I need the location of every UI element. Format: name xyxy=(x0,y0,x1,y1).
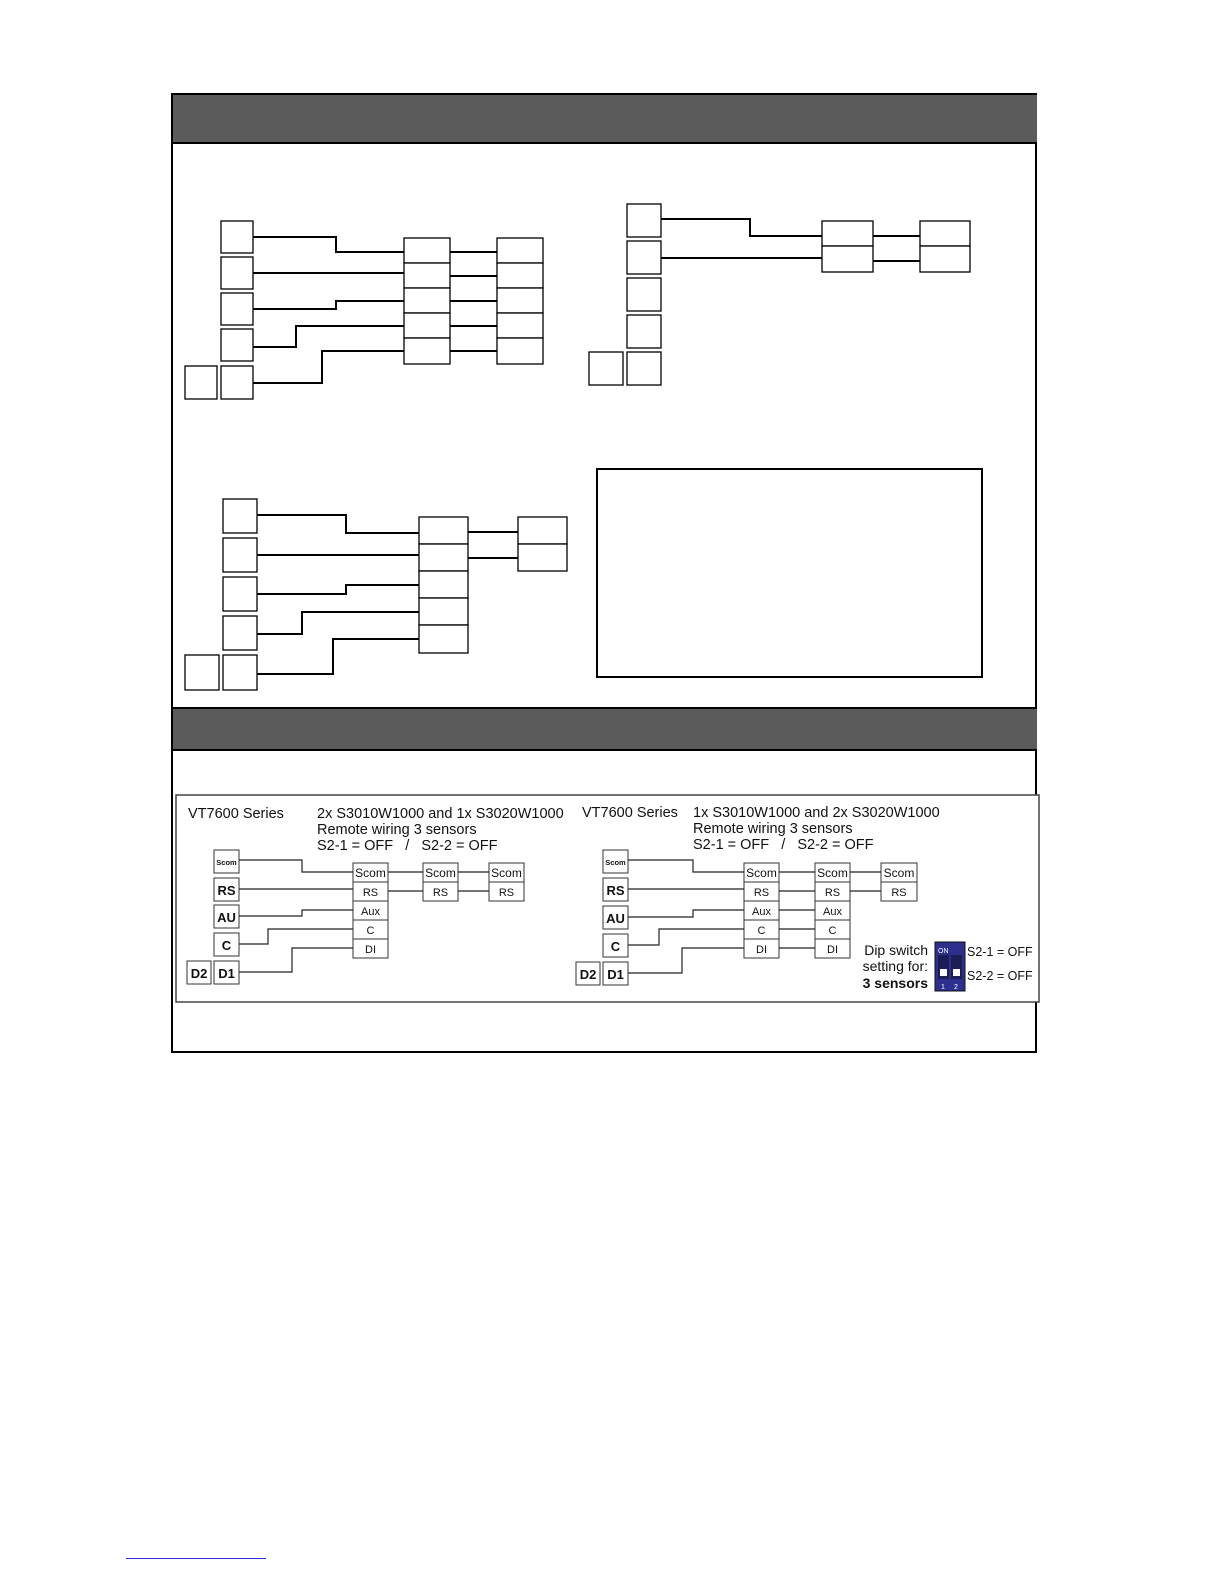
terminal-box xyxy=(627,315,661,348)
terminal-box xyxy=(627,278,661,311)
diagram-title-line3: S2-1 = OFF / S2-2 = OFF xyxy=(317,838,498,854)
sensor-terminal-label: Aux xyxy=(823,906,842,918)
diagram-title-line2: Remote wiring 3 sensors xyxy=(317,822,477,838)
sensor-terminal-label: RS xyxy=(498,887,515,899)
dip-caption-line3: 3 sensors xyxy=(862,975,928,991)
dip-setting-1: S2-1 = OFF xyxy=(967,945,1033,959)
diagram-title-line1: 1x S3010W1000 and 2x S3020W1000 xyxy=(693,805,940,821)
terminal-box xyxy=(185,655,219,690)
sensor-terminal-label: RS xyxy=(753,887,770,899)
sensor-terminal-label: RS xyxy=(362,887,379,899)
diagram-upper-left xyxy=(185,221,543,399)
terminal-label: RS xyxy=(606,883,625,898)
terminal-label: D2 xyxy=(190,966,208,981)
dip-switch-number: 2 xyxy=(954,984,958,991)
terminal-box xyxy=(185,366,217,399)
series-label: VT7600 Series xyxy=(582,805,678,821)
terminal-box xyxy=(223,499,257,533)
terminal-label: AU xyxy=(217,910,236,925)
sensor-block xyxy=(419,517,468,653)
sensor-block xyxy=(497,238,543,364)
terminal-label: Scom xyxy=(605,858,626,867)
terminal-label: AU xyxy=(606,911,625,926)
sensor-terminal-label: Scom xyxy=(355,866,386,880)
terminal-label: D1 xyxy=(607,967,624,982)
sensor-terminal-label: Scom xyxy=(425,866,456,880)
terminal-label: C xyxy=(610,939,621,954)
terminal-box xyxy=(223,538,257,572)
dip-switch-number: 1 xyxy=(941,984,945,991)
terminal-box xyxy=(223,655,257,690)
sensor-terminal-label: DI xyxy=(827,944,838,956)
terminal-box xyxy=(223,616,257,650)
sensor-block xyxy=(920,221,970,272)
sensor-terminal-label: RS xyxy=(432,887,449,899)
sensor-block xyxy=(518,517,567,571)
terminal-label: Scom xyxy=(216,858,237,867)
sensor-block xyxy=(404,238,450,364)
dip-on-label: ON xyxy=(938,948,949,955)
terminal-box xyxy=(221,221,253,253)
diagram-upper-right xyxy=(589,204,970,385)
terminal-box xyxy=(221,329,253,361)
sensor-terminal-label: C xyxy=(757,925,766,937)
terminal-box xyxy=(589,352,623,385)
diagram-title-line2: Remote wiring 3 sensors xyxy=(693,821,853,837)
dip-caption-line1: Dip switch xyxy=(864,942,928,958)
diagram-title-line1: 2x S3010W1000 and 1x S3020W1000 xyxy=(317,806,564,822)
terminal-label: D1 xyxy=(218,966,235,981)
terminal-box xyxy=(221,293,253,325)
sensor-block xyxy=(822,221,873,272)
sensor-terminal-label: RS xyxy=(891,887,907,899)
dip-setting-2: S2-2 = OFF xyxy=(967,969,1033,983)
sensor-terminal-label: Aux xyxy=(361,906,380,918)
sensor-terminal-label: Scom xyxy=(746,866,777,880)
sensor-terminal-label: DI xyxy=(756,944,767,956)
terminal-box xyxy=(223,577,257,611)
sensor-terminal-label: Scom xyxy=(491,866,522,880)
sensor-terminal-label: Scom xyxy=(883,866,915,880)
dip-caption-line2: setting for: xyxy=(862,958,928,974)
empty-panel xyxy=(597,469,982,677)
sensor-terminal-label: Scom xyxy=(817,866,848,880)
terminal-box xyxy=(627,352,661,385)
terminal-box xyxy=(627,204,661,237)
terminal-box xyxy=(221,257,253,289)
diagram-title-line3: S2-1 = OFF / S2-2 = OFF xyxy=(693,837,874,853)
diagram-middle-left xyxy=(185,499,567,690)
terminal-label: C xyxy=(221,938,232,953)
terminal-box xyxy=(627,241,661,274)
terminal-box xyxy=(221,366,253,399)
sensor-terminal-label: RS xyxy=(824,887,841,899)
sensor-terminal-label: DI xyxy=(365,944,376,956)
sensor-terminal-label: Aux xyxy=(752,906,771,918)
sensor-terminal-label: C xyxy=(828,925,837,937)
sensor-terminal-label: C xyxy=(366,925,375,937)
series-label: VT7600 Series xyxy=(188,806,284,822)
terminal-label: RS xyxy=(217,883,236,898)
terminal-label: D2 xyxy=(579,967,597,982)
